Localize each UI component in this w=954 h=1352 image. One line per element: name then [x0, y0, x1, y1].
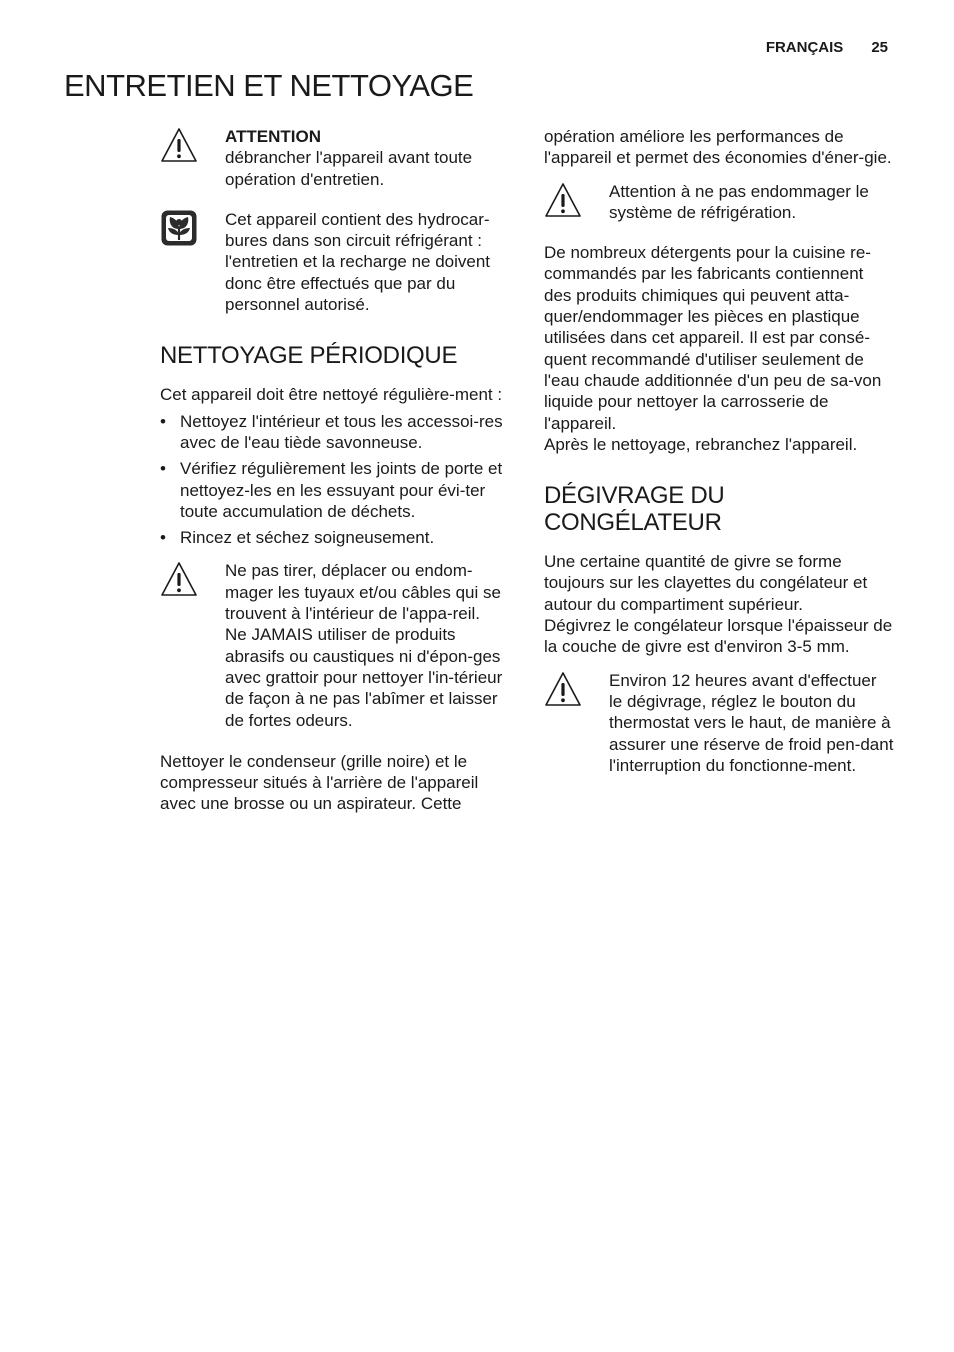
warning-triangle-icon: [544, 670, 582, 708]
bullet-dot: •: [160, 411, 166, 431]
warning-triangle-icon: [544, 181, 582, 219]
environment-note: [160, 209, 510, 315]
warning-triangle-icon: [160, 126, 198, 164]
warning-refrigeration-text: Attention à ne pas endommager le système de réfrigération.: [609, 181, 869, 222]
frost-text: Une certaine quantité de givre se forme toujours sur les clayettes du congélateur et autour du compartiment supérieur.: [544, 552, 868, 614]
list-item: [160, 411, 510, 454]
list-item: [160, 458, 510, 522]
warning-note-pipes: [160, 560, 510, 730]
warning-triangle-icon: [160, 560, 198, 598]
warning-pipes-text: Ne pas tirer, déplacer ou endom-mager les tuyaux et/ou câbles qui se trouvent à l'intérieur de l'appa-reil.: [225, 561, 501, 624]
section-title-line: CONGÉLATEUR: [544, 509, 722, 537]
detergents-text: De nombreux détergents pour la cuisine re-commandés par les fabricants contiennent des produits chimiques qui peuvent atta-quer/endommager les pièces en plastique utilisées dans cet appareil. Il est par consé-quent recommandé d'utiliser seulement de l'eau chaude additionnée d'un peu de sa-von liquide pour nettoyer la carrosserie de l'appareil.: [544, 243, 882, 433]
bullet-dot: •: [160, 528, 166, 548]
condenser-text: Nettoyer le condenseur (grille noire) et le compresseur situés à l'arrière de l'appareil avec une brosse ou un aspirateur. Cette: [160, 751, 479, 814]
warning-note-defrost: [544, 670, 894, 776]
warning-defrost-text: Environ 12 heures avant d'effectuer le dégivrage, réglez le bouton du thermostat vers le haut, de manière à assurer une réserve de froid pen-dant l'interruption du fonctionne-ment.: [609, 670, 894, 775]
continued-text: opération améliore les performances de l'appareil et permet des économies d'éner-gie.: [544, 127, 892, 168]
page-number: 25: [871, 39, 888, 56]
reconnect-text: Après le nettoyage, rebranchez l'appareil.: [544, 434, 858, 454]
right-column: [544, 126, 894, 776]
left-column: [160, 126, 510, 815]
cleaning-bullet-list: [160, 411, 510, 549]
section-title-defrosting: [544, 482, 894, 536]
attention-heading: ATTENTION: [225, 127, 322, 146]
warning-abrasives-text: Ne JAMAIS utiliser de produits abrasifs ou caustiques ni d'épon-ges avec grattoir pour nettoyer l'in-térieur de façon à ne pas l'abîmer et laisser de fortes odeurs.: [225, 625, 503, 730]
defrost-text: Dégivrez le congélateur lorsque l'épaisseur de la couche de givre est d'environ 3-5 mm.: [544, 616, 893, 657]
environment-text: Cet appareil contient des hydrocar-bures dans son circuit réfrigérant : l'entretien et la recharge ne doivent donc être effectués que par du personnel autorisé.: [225, 209, 491, 315]
bullet-dot: •: [160, 459, 166, 479]
language-label: FRANÇAIS: [765, 39, 844, 56]
warning-note-refrigeration: [544, 181, 894, 224]
environment-leaf-icon: [160, 209, 198, 247]
attention-note: [160, 126, 510, 190]
page-header: [766, 39, 888, 56]
list-item-text: Rincez et séchez soigneusement.: [180, 528, 435, 548]
section-title-periodic-cleaning: NETTOYAGE PÉRIODIQUE: [160, 342, 458, 370]
attention-text: débrancher l'appareil avant toute opération d'entretien.: [225, 148, 473, 189]
list-item-text: Nettoyez l'intérieur et tous les accessoi-res avec de l'eau tiède savonneuse.: [180, 411, 503, 452]
section-intro: Cet appareil doit être nettoyé régulière-ment :: [160, 385, 503, 405]
section-title-line: DÉGIVRAGE DU: [544, 482, 725, 510]
list-item-text: Vérifiez régulièrement les joints de porte et nettoyez-les en les essuyant pour évi-ter toute accumulation de déchets.: [180, 459, 503, 521]
list-item: [160, 527, 510, 548]
page-title: ENTRETIEN ET NETTOYAGE: [64, 68, 474, 103]
